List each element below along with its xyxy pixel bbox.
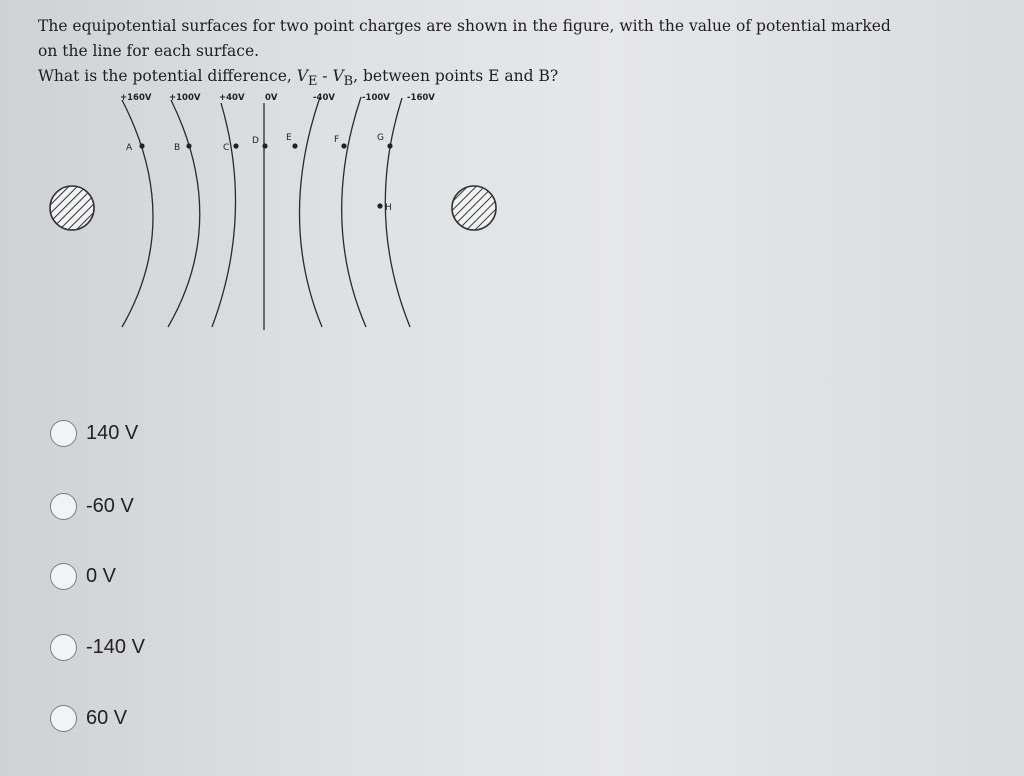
negative-charge xyxy=(452,186,496,230)
point-a-dot xyxy=(139,143,144,148)
point-b-dot xyxy=(186,143,191,148)
choice-label: 60 V xyxy=(86,707,128,729)
point-b-label: B xyxy=(174,143,181,153)
potential-label-plus160: +160V xyxy=(120,93,152,103)
potential-label-plus100: +100V xyxy=(169,93,201,103)
equipotential-minus40 xyxy=(299,97,322,327)
point-h-label: H xyxy=(385,203,392,213)
point-f-dot xyxy=(341,143,346,148)
equipotential-minus100 xyxy=(342,97,366,327)
choice-1[interactable] xyxy=(50,420,138,447)
point-c-dot xyxy=(233,143,238,148)
point-a-label: A xyxy=(126,143,133,153)
choice-4[interactable] xyxy=(50,634,145,661)
question-line-3-prefix: What is the potential difference, xyxy=(38,67,297,85)
choice-2[interactable] xyxy=(50,493,134,520)
point-c-label: C xyxy=(223,143,230,153)
point-d-label: D xyxy=(252,136,259,146)
equipotential-plus100 xyxy=(168,100,200,327)
question-line-3-suffix: , between points E and B? xyxy=(353,67,559,85)
question-line-2: on the line for each surface. xyxy=(38,42,260,60)
question-line-1: The equipotential surfaces for two point charges are shown in the figure, with the value of potential marked xyxy=(38,17,891,35)
subscript-b: B xyxy=(343,74,354,90)
potential-label-minus40: -40V xyxy=(313,93,335,103)
point-e-dot xyxy=(292,143,297,148)
potential-label-plus40: +40V xyxy=(219,93,245,103)
equipotential-plus160 xyxy=(122,100,153,327)
point-g-dot xyxy=(387,143,392,148)
choice-5[interactable] xyxy=(50,705,127,732)
choice-label: -60 V xyxy=(86,495,134,517)
point-d-dot xyxy=(262,143,267,148)
minus-sign: - xyxy=(317,67,333,85)
choice-label: 140 V xyxy=(86,422,139,444)
radio-button[interactable] xyxy=(50,420,77,447)
positive-charge xyxy=(50,186,94,230)
choice-3[interactable] xyxy=(50,563,116,590)
radio-button[interactable] xyxy=(50,705,77,732)
radio-button[interactable] xyxy=(50,493,77,520)
equipotential-plus40 xyxy=(212,103,236,327)
point-h-dot xyxy=(377,203,382,208)
v-symbol-b: V xyxy=(332,67,344,85)
point-f-label: F xyxy=(334,135,340,145)
radio-button[interactable] xyxy=(50,634,77,661)
potential-label-zero: 0V xyxy=(265,93,278,103)
choice-label: 0 V xyxy=(86,565,117,587)
choice-label: -140 V xyxy=(86,636,145,658)
subscript-e: E xyxy=(307,74,318,90)
v-symbol-e: V xyxy=(296,67,308,85)
potential-label-minus100: -100V xyxy=(362,93,390,103)
point-g-label: G xyxy=(377,133,384,143)
potential-label-minus160: -160V xyxy=(407,93,435,103)
radio-button[interactable] xyxy=(50,563,77,590)
point-e-label: E xyxy=(286,133,292,143)
